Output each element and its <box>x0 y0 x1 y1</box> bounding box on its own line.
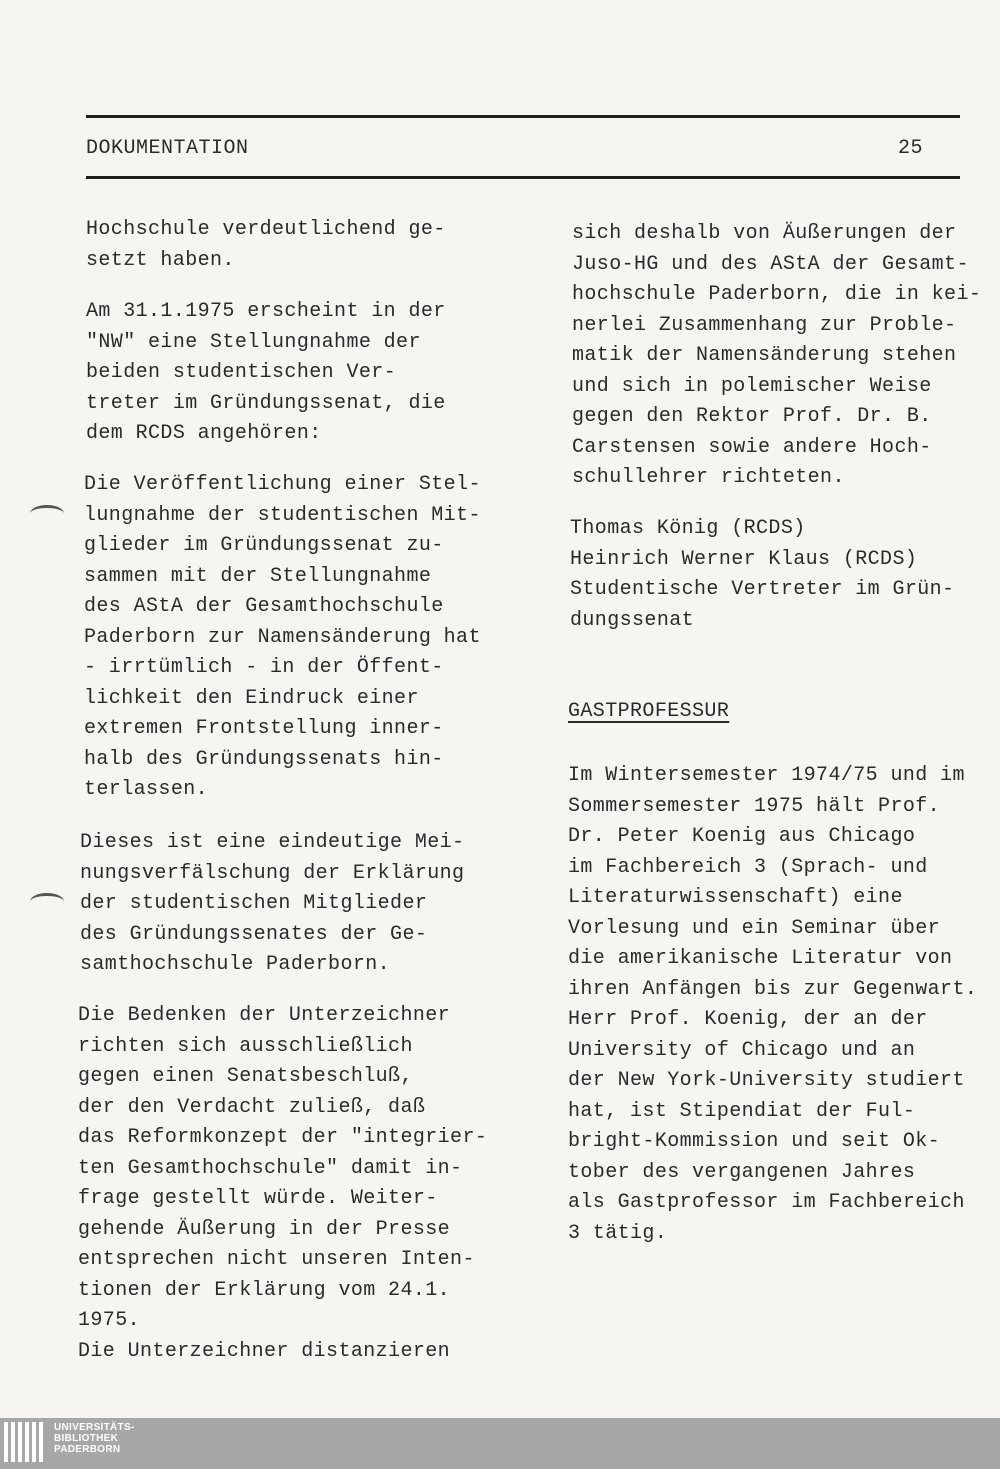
right-paragraph-2: Im Wintersemester 1974/75 und im Sommersemester 1975 hält Prof. Dr. Peter Koenig aus Chicago im Fachbereich 3 (Sprach- und Literaturwissenschaft) eine Vorlesung und ein Seminar über die amerikanische Literatur von ihren Anfängen bis zur Gegenwart. Herr Prof. Koenig, der an der University of Chicago und an der New York-University studiert hat, ist Stipendiat der Ful- bright-Kommission und seit Ok- tober des vergangenen Jahres als Gastprofessor im Fachbereich 3 tätig. <box>568 764 978 1245</box>
section-heading-gastprofessur: GASTPROFESSUR <box>568 700 730 723</box>
left-paragraph-2: Am 31.1.1975 erscheint in der "NW" eine Stellungnahme der beiden studentischen Ver- treter im Gründungssenat, die dem RCDS angehören: <box>86 300 446 445</box>
page-number: 25 <box>898 137 924 160</box>
library-footer-bar <box>0 1418 1000 1469</box>
left-paragraph-5: Die Bedenken der Unterzeichner richten sich ausschließlich gegen einen Senatsbeschluß, der den Verdacht zuließ, daß das Reformkonzept der "integrier- ten Gesamthochschule" damit in- frage gestellt würde. Weiter- gehende Äußerung in der Presse entsprechen nicht unseren Inten- tionen der Erklärung vom 24.1. 1975. Die Unterzeichner distanzieren <box>78 1004 488 1363</box>
signature-block: Thomas König (RCDS) Heinrich Werner Klaus (RCDS) Studentische Vertreter im Grün- dungssenat <box>570 517 955 632</box>
header-top-rule <box>86 115 960 118</box>
left-paragraph-3: Die Veröffentlichung einer Stel- lungnahme der studentischen Mit- glieder im Gründungssenat zu- sammen mit der Stellungnahme des AStA der Gesamthochschule Paderborn zur Namensänderung hat - irrtümlich - in der Öffent- lichkeit den Eindruck einer extremen Frontstellung inner- halb des Gründungssenats hin- terlassen. <box>84 473 481 801</box>
right-paragraph-1: sich deshalb von Äußerungen der Juso-HG und des AStA der Gesamt- hochschule Paderborn, die in kei- nerlei Zusammenhang zur Proble- matik der Namensänderung stehen und sich in polemischer Weise gegen den Rektor Prof. Dr. B. Carstensen sowie andere Hoch- schullehrer richteten. <box>572 222 982 489</box>
library-logo-text: UNIVERSITÄTS- BIBLIOTHEK PADERBORN <box>54 1422 135 1455</box>
header-bottom-rule <box>86 176 960 179</box>
punch-hole-mark <box>30 505 64 522</box>
punch-hole-mark <box>30 893 64 910</box>
library-logo-icon <box>4 1422 43 1462</box>
left-paragraph-1: Hochschule verdeutlichend ge- setzt haben. <box>86 218 446 272</box>
section-title: DOKUMENTATION <box>86 137 249 160</box>
left-paragraph-4: Dieses ist eine eindeutige Mei- nungsverfälschung der Erklärung der studentischen Mitglieder des Gründungssenates der Ge- samthochschule Paderborn. <box>80 831 465 976</box>
